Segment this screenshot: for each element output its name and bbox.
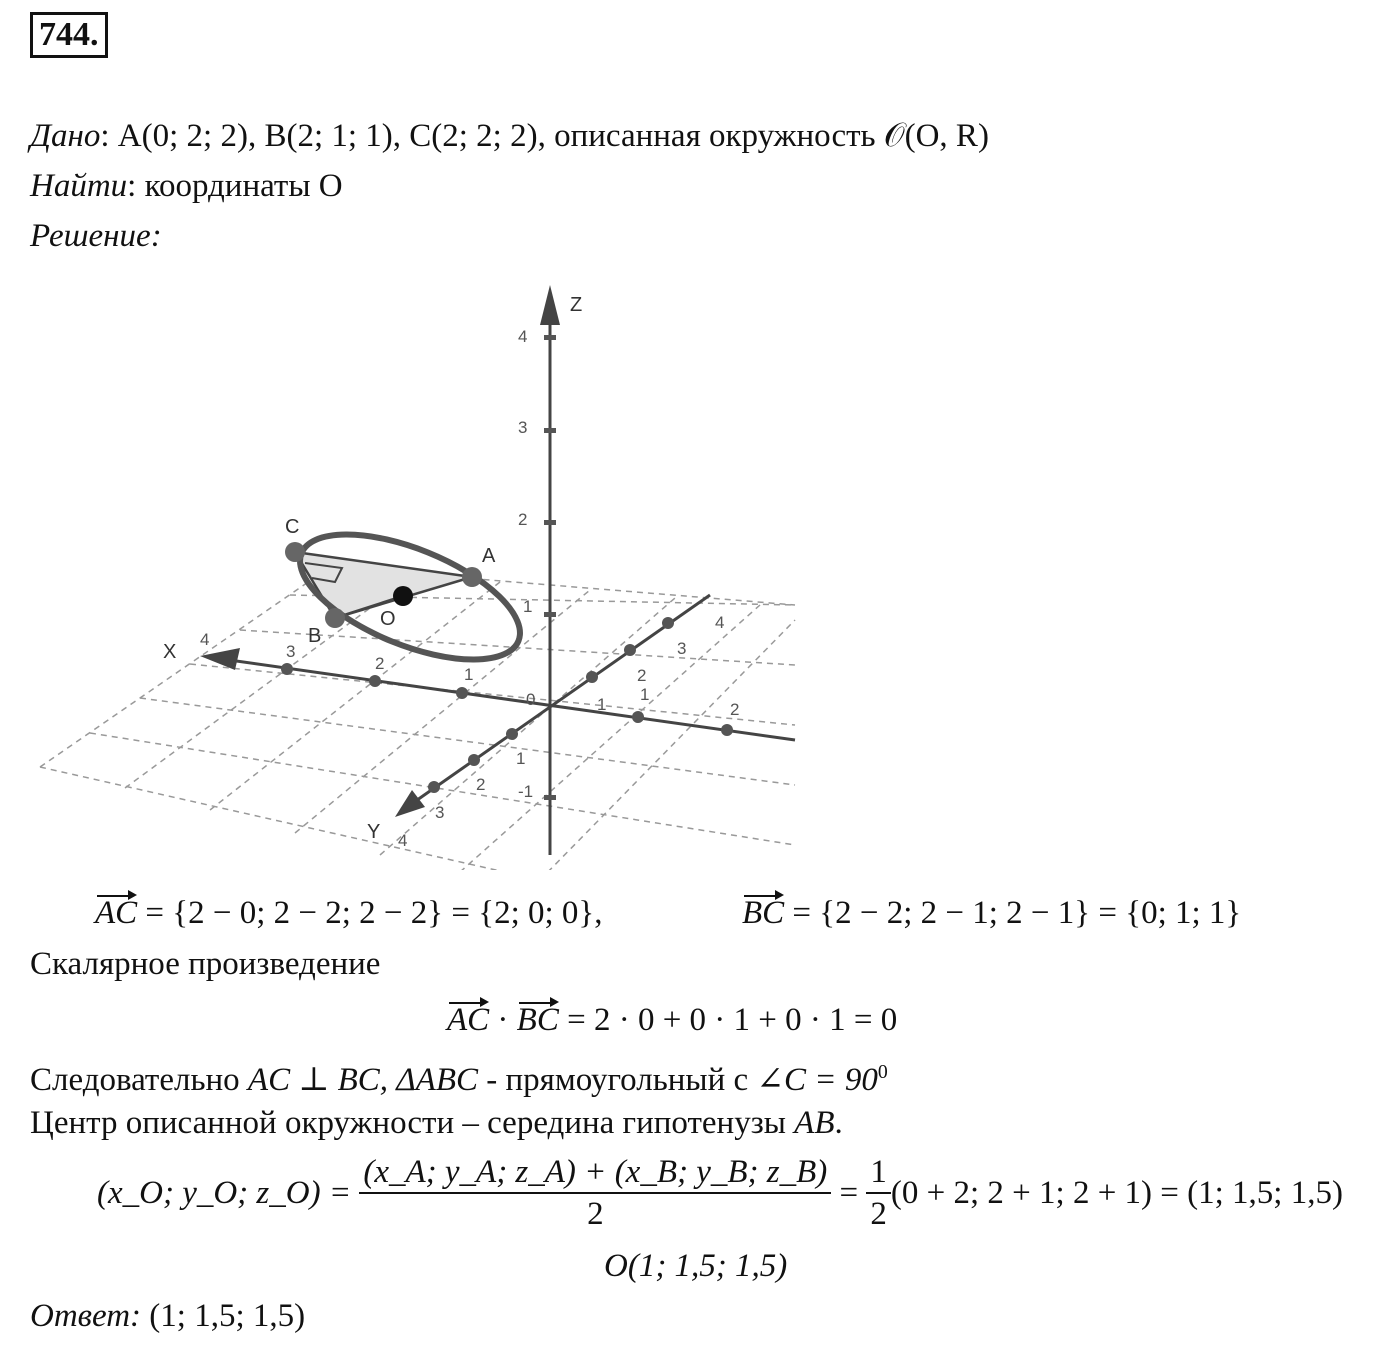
formula-numerator: (x_A; y_A; z_A) + (x_B; y_B; z_B) [359,1152,831,1194]
vector-ac-line [95,893,603,933]
z-tick-neg1: -1 [518,782,534,801]
x-tick-2: 2 [375,654,385,673]
x-tick-1: 1 [464,665,474,684]
grid-tick-x-neg1: 1 [640,685,650,704]
vector-bc-expr: = {2 − 2; 2 − 1; 2 − 1} = {0; 1; 1} [784,895,1242,931]
conclusion-line [30,1052,888,1100]
vector-ac-name: AC [95,895,138,931]
formula-eq: = [839,1175,859,1211]
formula-lhs: (x_O; y_O; z_O) = [97,1175,352,1211]
answer-value: (1; 1,5; 1,5) [141,1298,306,1334]
center-math: AB [794,1105,835,1141]
point-a-label: A [482,545,496,567]
x-axis-arrow [200,648,240,670]
conclusion-text2: - прямоугольный с [478,1062,757,1098]
z-tick-1: 1 [523,597,533,616]
y-tick-3: 3 [435,803,445,822]
find-text: : координаты O [127,168,343,204]
formula-half [866,1152,891,1234]
x-tick-4: 4 [200,630,210,649]
solution-label: Решение: [30,218,162,254]
grid-tick-1: 1 [597,695,607,714]
vector-bc-name: BC [742,895,785,931]
x-axis-label: X [163,641,177,663]
point-o-label: O [380,608,396,630]
y-tick-1: 1 [516,749,526,768]
formula-half-num: 1 [866,1152,891,1194]
x-tick-3: 3 [286,642,296,661]
grid-tick-3: 3 [677,639,687,658]
answer-line [30,1296,305,1336]
point-a-dot [462,567,482,587]
x-axis-line [215,658,795,740]
problem-number: 744. [30,12,108,58]
conclusion-math1: AC ⊥ BC, ΔABC [247,1062,478,1098]
point-c-label: C [285,516,300,538]
z-axis-label: Z [570,294,583,316]
center-text: Центр описанной окружности – середина гипотенузы [30,1105,795,1141]
z-tick-2: 2 [518,510,528,529]
conclusion-math2: ∠C = 90 [756,1062,878,1098]
scalar-label: Скалярное произведение [30,946,381,982]
scalar-bc: BC [516,1002,559,1038]
given-line [30,116,989,156]
y-axis-arrow [395,790,425,817]
formula-denominator: 2 [587,1196,604,1232]
scalar-product-line [447,1000,897,1040]
origin-label: 0 [526,690,536,709]
answer-label: Ответ: [30,1298,142,1334]
vector-ac-expr: = {2 − 0; 2 − 2; 2 − 2} = {2; 0; 0}, [137,895,603,931]
midpoint-formula [97,1152,1343,1234]
grid-plane [40,567,795,870]
vector-bc-line [742,893,1241,933]
formula-fraction [359,1152,831,1234]
y-axis-label: Y [367,821,381,843]
scalar-expr: = 2 · 0 + 0 · 1 + 0 · 1 = 0 [558,1002,898,1038]
point-b-label: B [308,625,322,647]
given-label: Дано [30,118,101,154]
point-b-dot [325,608,345,628]
z-tick-4: 4 [518,327,528,346]
center-end: . [834,1105,843,1141]
grid-tick-4: 4 [715,613,725,632]
grid-tick-x-neg2: 2 [730,700,740,719]
coordinate-figure [30,280,810,870]
z-axis-arrow [540,285,560,325]
result-point: O(1; 1,5; 1,5) [604,1248,788,1284]
scalar-dot: · [489,1002,517,1038]
y-tick-4: 4 [398,831,408,850]
y-tick-2: 2 [476,775,486,794]
formula-rhs: (0 + 2; 2 + 1; 2 + 1) = (1; 1,5; 1,5) [890,1175,1343,1211]
z-tick-3: 3 [518,418,528,437]
conclusion-text1: Следовательно [30,1062,248,1098]
scalar-ac: AC [447,1002,490,1038]
find-line [30,166,343,206]
given-text: : A(0; 2; 2), B(2; 1; 1), C(2; 2; 2), описанная окружность 𝒪(O, R) [100,118,989,154]
center-line [30,1103,843,1143]
point-o-dot [393,586,413,606]
find-label: Найти [30,168,128,204]
conclusion-degree: 0 [877,1061,888,1083]
grid-tick-2: 2 [637,666,647,685]
point-c-dot [285,542,305,562]
formula-half-den: 2 [870,1196,887,1232]
